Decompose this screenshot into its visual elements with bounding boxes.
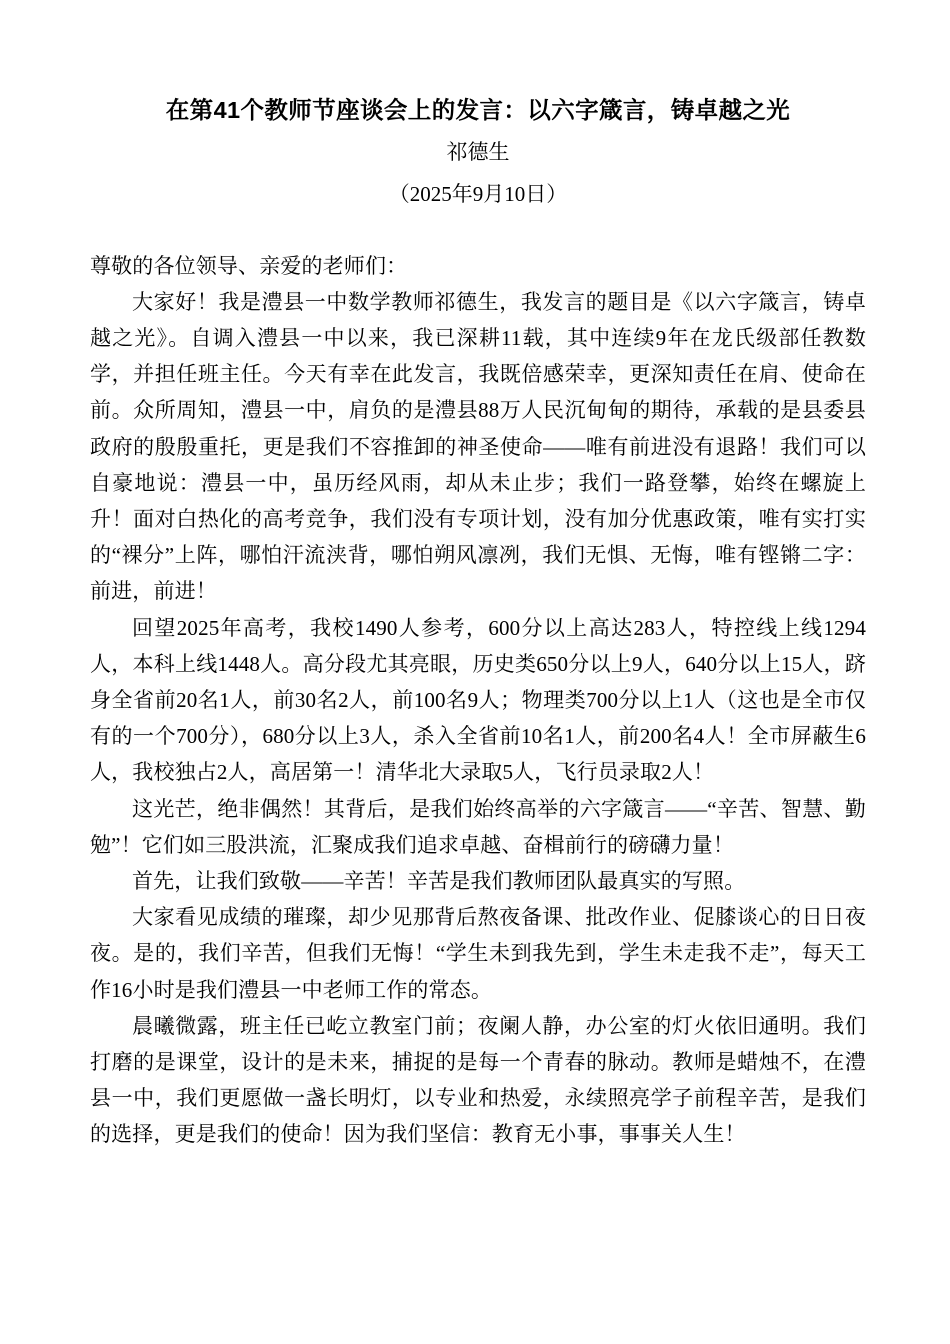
- document-author: 祁德生: [446, 140, 510, 165]
- document-date: （2025年9月10日）: [388, 182, 568, 207]
- paragraph-salutation: 尊敬的各位领导、亲爱的老师们：: [90, 253, 408, 278]
- document-body: [90, 0, 866, 1153]
- document-content: [90, 248, 866, 1153]
- document-title: 在第41个教师节座谈会上的发言：以六字箴言，铸卓越之光: [165, 97, 791, 123]
- paragraph-motto: 这光芒，绝非偶然！其背后，是我们始终高举的六字箴言——“辛苦、智慧、勤勉”！它们如三股洪流，汇聚成我们追求卓越、奋楫前行的磅礴力量！: [90, 796, 866, 857]
- paragraph-hardwork: 大家看见成绩的璀璨，却少见那背后熬夜备课、批改作业、促膝谈心的日日夜夜。是的，我们辛苦，但我们无悔！“学生未到我先到，学生未走我不走”，每天工作16小时是我们澧县一中老师工作的常态。: [90, 905, 866, 1002]
- paragraph-intro: 大家好！我是澧县一中数学教师祁德生，我发言的题目是《以六字箴言，铸卓越之光》。自调入澧县一中以来，我已深耕11载，其中连续9年在龙氏级部任教数学，并担任班主任。今天有幸在此发言，我既倍感荣幸，更深知责任在肩、使命在前。众所周知，澧县一中，肩负的是澧县88万人民沉甸甸的期待，承载的是县委县政府的殷殷重托，更是我们不容推卸的神圣使命——唯有前进没有退路！我们可以自豪地说：澧县一中，虽历经风雨，却从未止步；我们一路登攀，始终在螺旋上升！面对白热化的高考竞争，我们没有专项计划，没有加分优惠政策，唯有实打实的“裸分”上阵，哪怕汗流浃背，哪怕朔风凛冽，我们无惧、无悔，唯有铿锵二字：前进，前进！: [90, 289, 866, 604]
- paragraph-first-salute: 首先，让我们致敬——辛苦！辛苦是我们教师团队最真实的写照。: [132, 869, 746, 894]
- paragraph-results: 回望2025年高考，我校1490人参考，600分以上高达283人，特控线上线1294人，本科上线1448人。高分段尤其亮眼，历史类650分以上9人，640分以上15人，跻身全省前20名1人，前30名2人，前100名9人；物理类700分以上1人（这也是全市仅有的一个700分），680分以上3人，杀入全省前10名1人，前200名4人！全市屏蔽生6人，我校独占2人，高居第一！清华北大录取5人，飞行员录取2人！: [90, 615, 866, 785]
- paragraph-dawn: 晨曦微露，班主任已屹立教室门前；夜阑人静，办公室的灯火依旧通明。我们打磨的是课堂，设计的是未来，捕捉的是每一个青春的脉动。教师是蜡烛不，在澧县一中，我们更愿做一盏长明灯，以专业和热爱，永续照亮学子前程辛苦，是我们的选择，更是我们的使命！因为我们坚信：教育无小事，事事关人生！: [90, 1013, 866, 1147]
